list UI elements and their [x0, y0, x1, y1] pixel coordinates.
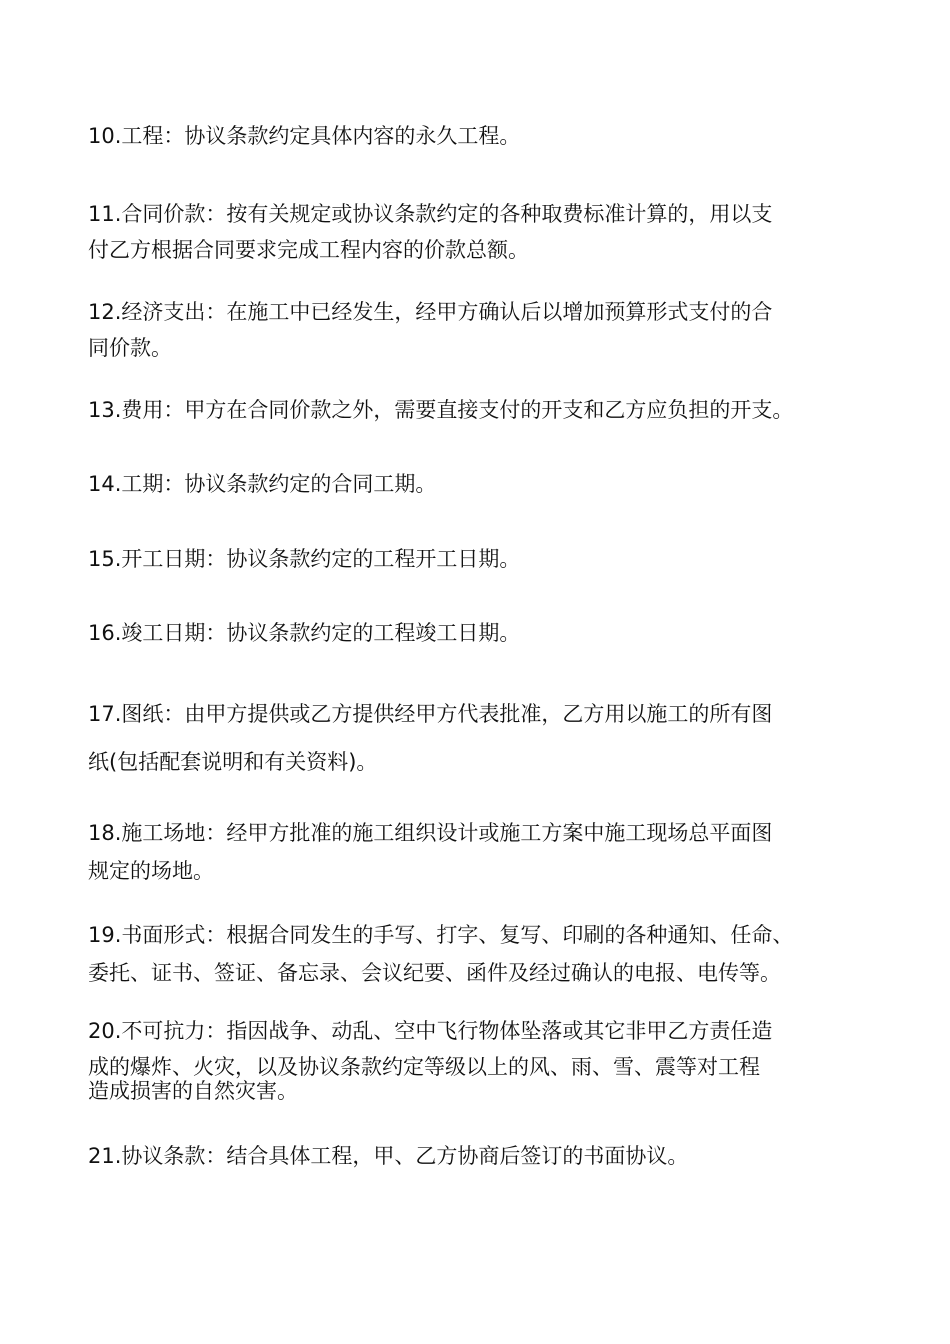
clause-line: 11.合同价款：按有关规定或协议条款约定的各种取费标准计算的，用以支	[88, 202, 773, 226]
clause-18	[88, 814, 878, 890]
clause-line: 15.开工日期：协议条款约定的工程开工日期。	[88, 547, 521, 571]
clause-line: 委托、证书、签证、备忘录、会议纪要、函件及经过确认的电报、电传等。	[88, 961, 781, 985]
clause-13	[88, 394, 878, 426]
clause-11	[88, 196, 878, 268]
clause-line: 21.协议条款：结合具体工程，甲、乙方协商后签订的书面协议。	[88, 1144, 689, 1168]
clause-line: 13.费用：甲方在合同价款之外，需要直接支付的开支和乙方应负担的开支。	[88, 398, 794, 422]
clause-line: 17.图纸：由甲方提供或乙方提供经甲方代表批准，乙方用以施工的所有图	[88, 702, 773, 726]
clause-line: 16.竣工日期：协议条款约定的工程竣工日期。	[88, 621, 521, 645]
clause-12	[88, 294, 878, 366]
clause-19	[88, 916, 878, 992]
clause-line: 付乙方根据合同要求完成工程内容的价款总额。	[88, 238, 529, 262]
clause-line: 18.施工场地：经甲方批准的施工组织设计或施工方案中施工现场总平面图	[88, 821, 773, 845]
clause-line: 规定的场地。	[88, 859, 214, 883]
clause-line: 20.不可抗力：指因战争、动乱、空中飞行物体坠落或其它非甲乙方责任造	[88, 1019, 773, 1043]
clause-line: 成的爆炸、火灾，以及协议条款约定等级以上的风、雨、雪、震等对工程	[88, 1055, 760, 1079]
clause-20	[88, 1014, 878, 1108]
clause-line: 14.工期：协议条款约定的合同工期。	[88, 472, 437, 496]
clause-line: 纸(包括配套说明和有关资料)。	[88, 750, 378, 774]
clause-10	[88, 120, 878, 152]
clause-line: 同价款。	[88, 336, 172, 360]
clause-21	[88, 1140, 878, 1172]
clause-line: 19.书面形式：根据合同发生的手写、打字、复写、印刷的各种通知、任命、	[88, 923, 794, 947]
clause-14	[88, 468, 878, 500]
clause-16	[88, 617, 878, 649]
clause-line: 10.工程：协议条款约定具体内容的永久工程。	[88, 124, 521, 148]
clause-line: 造成损害的自然灾害。	[88, 1079, 298, 1103]
clause-15	[88, 543, 878, 575]
clause-17	[88, 690, 878, 786]
clause-line: 12.经济支出：在施工中已经发生，经甲方确认后以增加预算形式支付的合	[88, 300, 773, 324]
